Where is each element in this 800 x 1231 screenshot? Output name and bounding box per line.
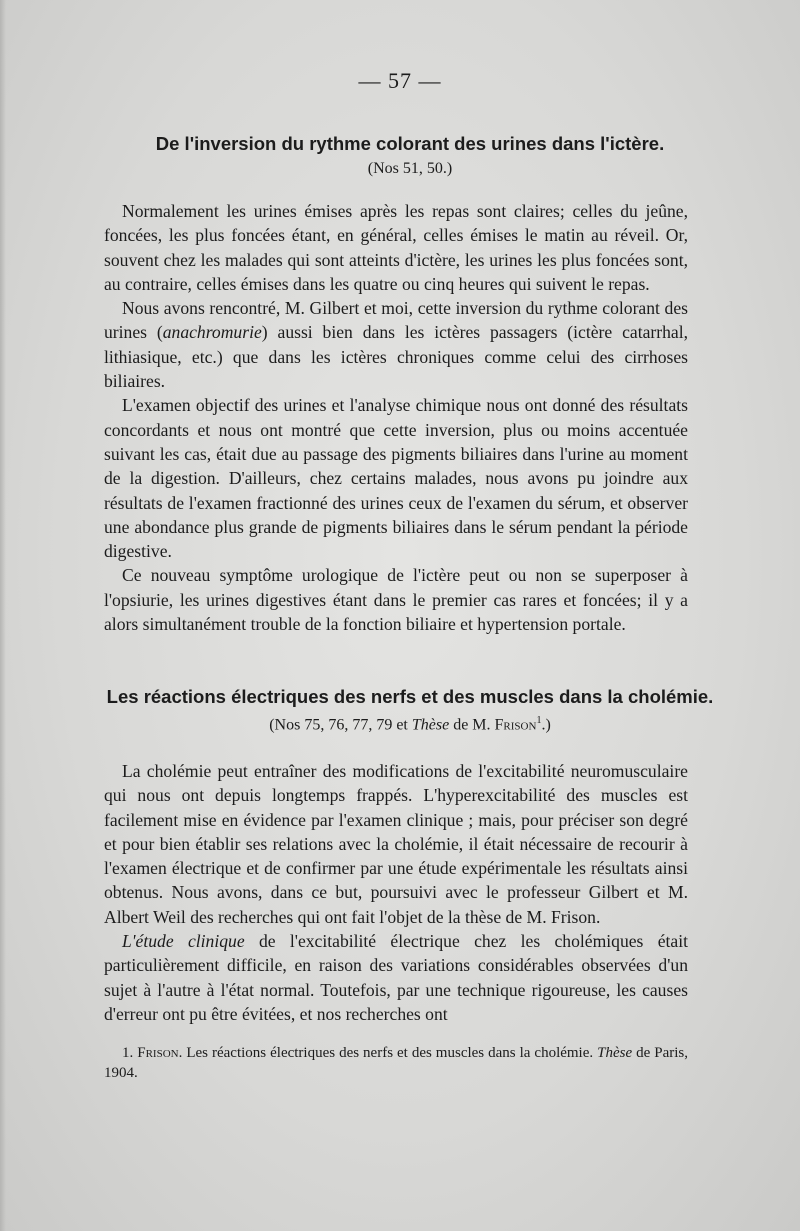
page-edge-shadow — [0, 0, 6, 1231]
footnote-these: Thèse — [597, 1045, 633, 1061]
term-anachromurie: anachromurie — [162, 322, 262, 343]
section1-paragraph-2 — [104, 296, 688, 393]
section1-paragraph-1: Normalement les urines émises après les repas sont claires; celles du jeûne, foncées, les plus foncées étant, en général, celles émises le matin au réveil. Or, souvent chez les malades qui sont atteints d'ictère, les urines les plus foncées sont, au contraire, celles émises dans les quatre ou cinq heures qui suivent le repas. — [104, 201, 688, 294]
paragraph-text: Nous avons rencontré, M. Gilbert et moi, cette inversion du rythme colorant des urines ( — [104, 298, 688, 343]
section1-paragraph-4: Ce nouveau symptôme urologique de l'ictère peut ou non se superposer à l'opsiurie, les urines digestives étant dans le premier cas rares et foncées; il y a alors simultanément trouble de la fonction biliaire et hypertension portale. — [104, 565, 688, 635]
paragraph-text: ) aussi bien dans les ictères passagers (ictère catarrhal, lithiasique, etc.) que dans les ictères chroniques comme celui des cirrhoses biliaires. — [104, 322, 688, 392]
section2-title: Les réactions électriques des nerfs et des muscles dans la cholémie. — [106, 686, 714, 707]
refs-author: Frison — [494, 716, 537, 734]
footnote-mark: 1. — [122, 1045, 134, 1061]
refs-de: de M. — [449, 716, 495, 734]
lead-italic: L'étude clinique — [122, 931, 245, 952]
footnote-end: de Paris, 1904. — [104, 1045, 689, 1081]
section2-paragraph-1: La cholémie peut entraîner des modifications de l'excitabilité neuromusculaire qui nous ont depuis longtemps frappés. L'hyperexcitabilité des muscles est facilement mise en évidence par l'examen clinique ; mais, pour préciser son degré et pour bien établir ses relations avec la cholémie, il était nécessaire de recourir à l'examen électrique et de confirmer par une étude expérimentale les résultats ainsi obtenus. Nous avons, dans ce but, poursuivi avec le professeur Gilbert et M. Albert Weil des recherches qui ont fait l'objet de la thèse de M. Frison. — [104, 761, 688, 927]
footnote-author: Frison — [137, 1045, 179, 1061]
section1-title: De l'inversion du rythme colorant des urines dans l'ictère. — [155, 133, 665, 154]
section2-body — [104, 759, 688, 1026]
section1-paragraph-3: L'examen objectif des urines et l'analyse chimique nous ont donné des résultats concordants et nous ont montré que cette inversion, plus ou moins accentuée suivant les cas, était due au passage des pigments biliaires dans l'urine au moment de la digestion. D'ailleurs, chez certains malades, nous avons pu joindre aux résultats de l'examen fractionné des urines ceux de l'examen du sérum, et observer une abondance plus grande de pigments biliaires dans le sérum pendant la période digestive. — [104, 395, 688, 562]
paragraph-text: de l'excitabilité électrique chez les cholémiques était particulièrement difficile, en raison des variations considérables observées d'un sujet à l'autre à l'état normal. Toutefois, par une technique rigoureuse, les causes d'erreur ont pu être évitées, et nos recherches ont — [104, 931, 689, 1024]
section1-refs: (Nos 51, 50.) — [367, 160, 453, 177]
section2-paragraph-2 — [104, 929, 688, 1026]
refs-numbers: (Nos 75, 76, 77, 79 et — [269, 716, 412, 734]
section2-refs: (Nos 75, 76, 77, 79 et Thèse de M. Frison$^1$.) — [269, 715, 551, 734]
section1-body — [104, 199, 688, 636]
footnote — [104, 1043, 688, 1083]
refs-these: Thèse — [411, 716, 450, 734]
page-number: — 57 — — [358, 68, 442, 93]
footnote-text: . Les réactions électriques des nerfs et des muscles dans la cholémie. — [178, 1045, 594, 1061]
